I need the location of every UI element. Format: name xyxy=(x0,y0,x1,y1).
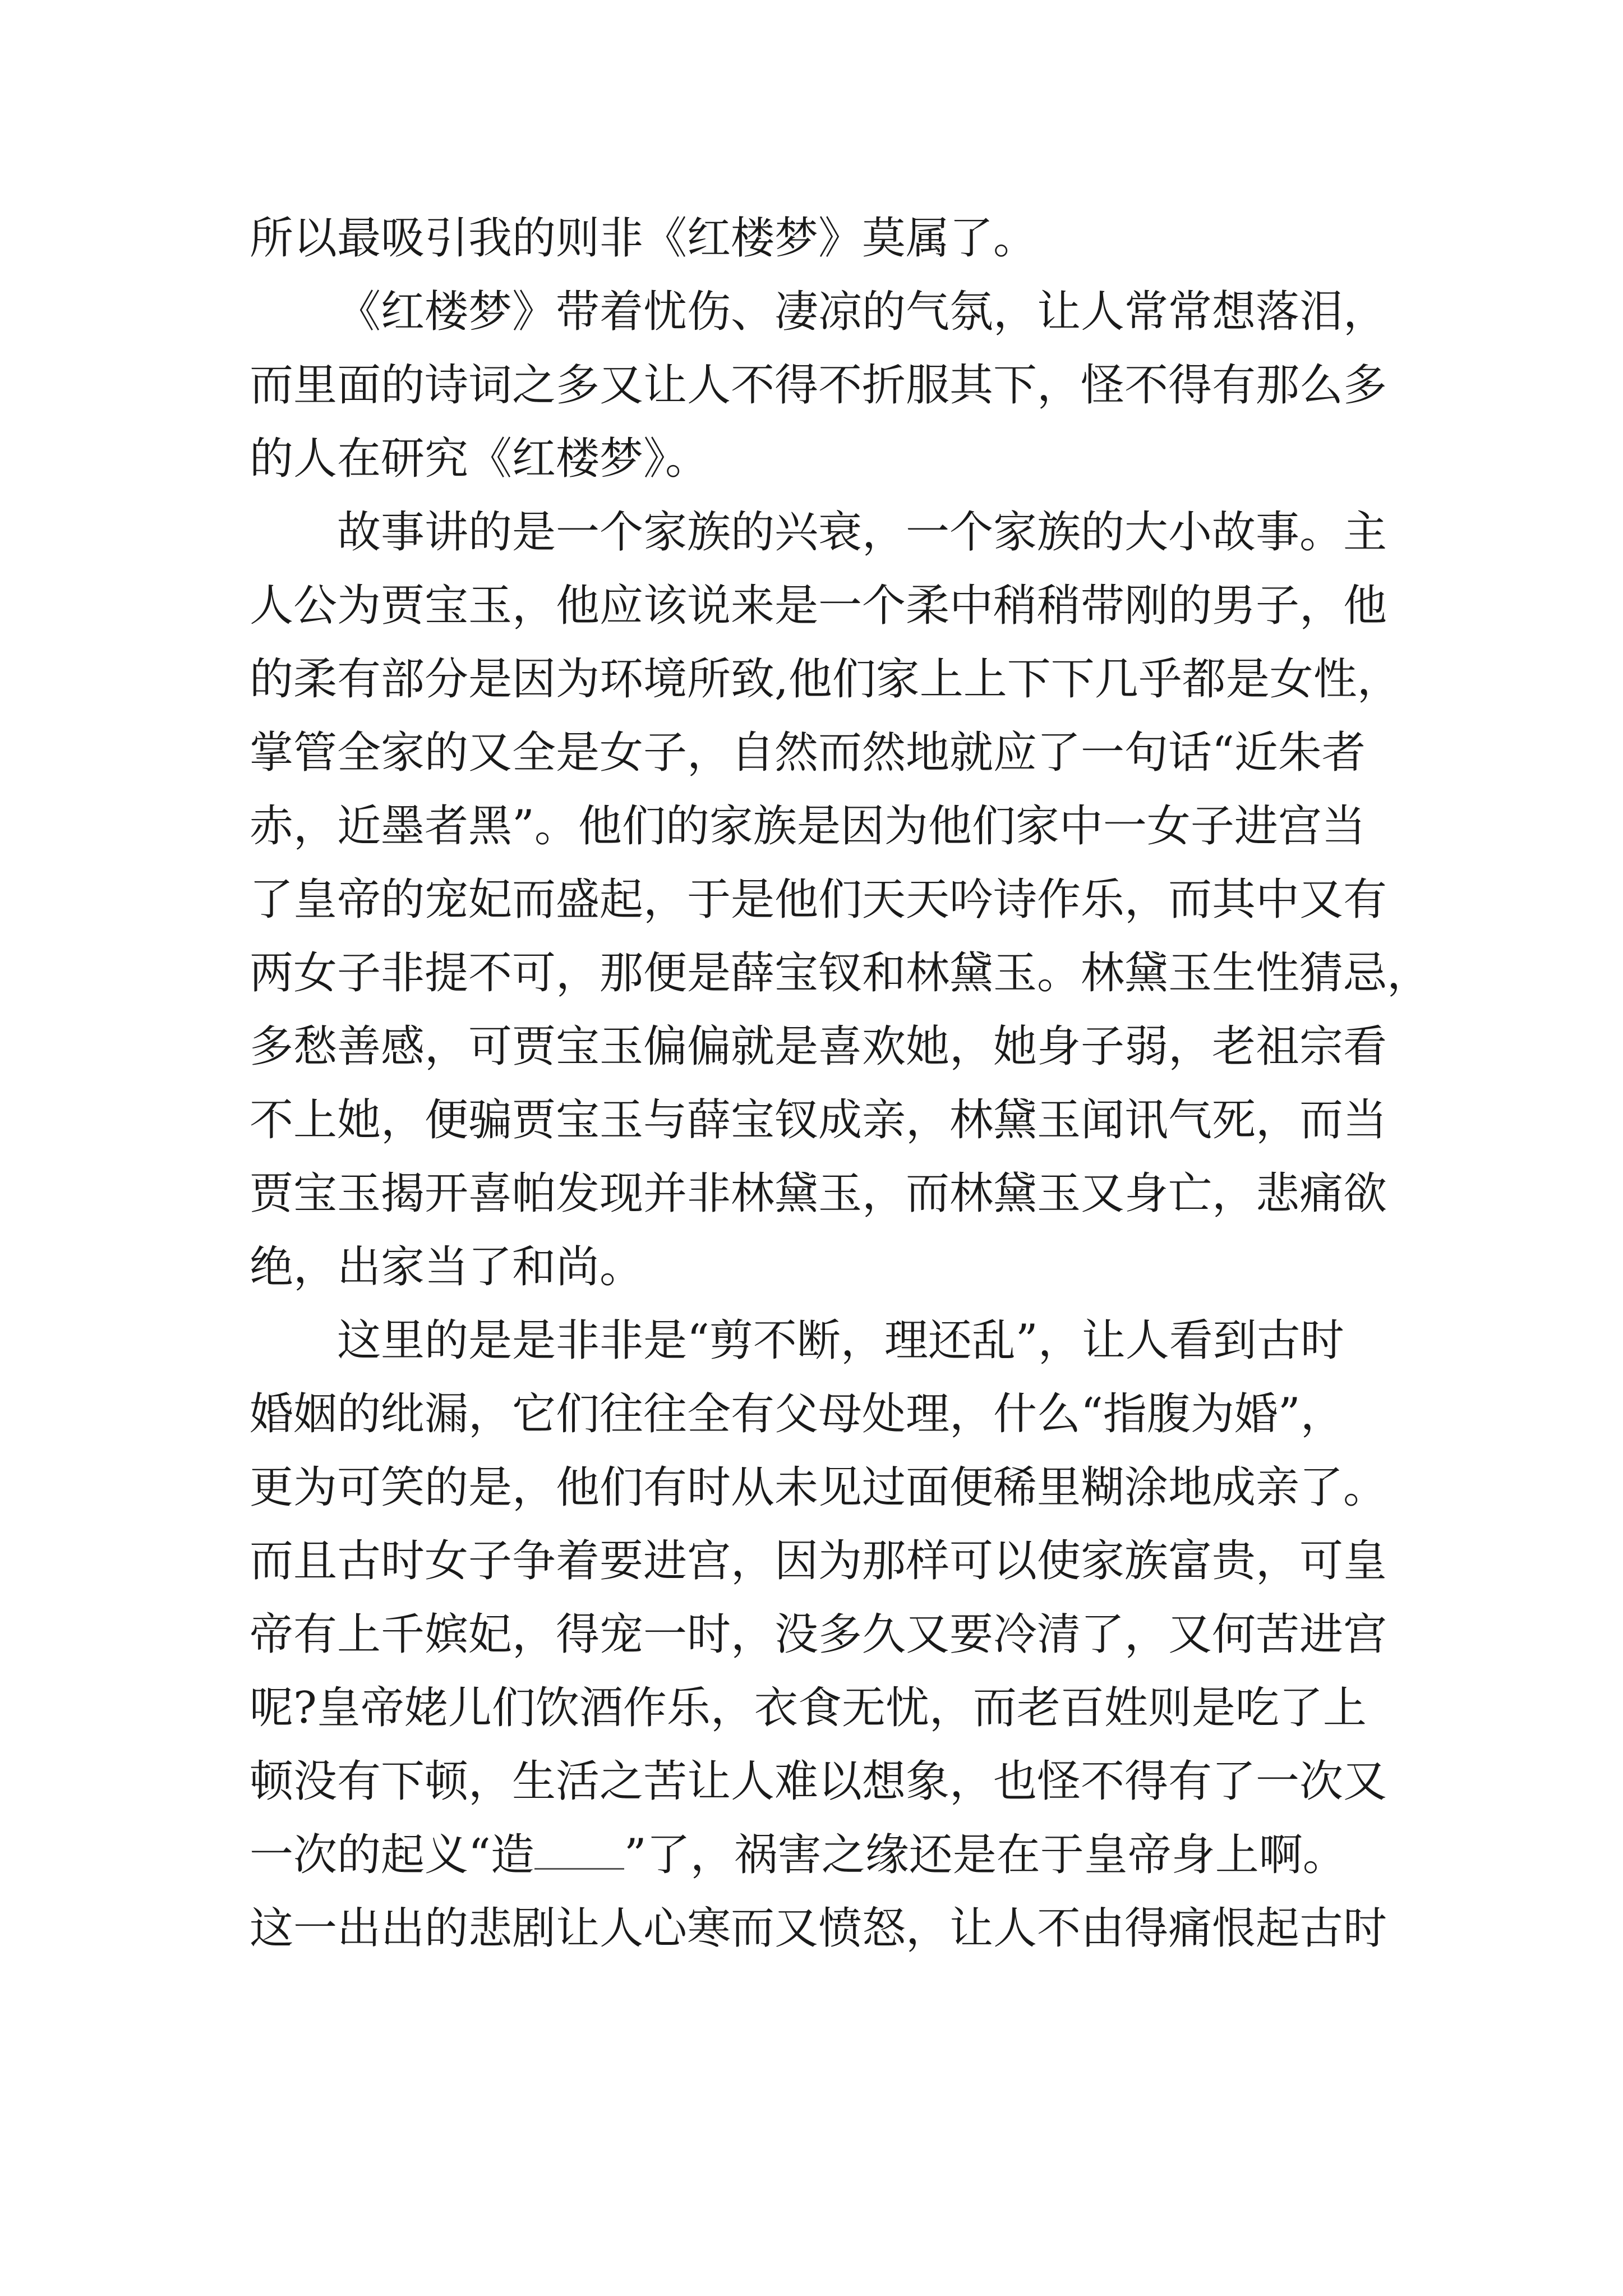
text-line: 两女子非提不可，那便是薛宝钗和林黛玉。林黛玉生性猜忌， xyxy=(250,948,1431,999)
text-line: 掌管全家的又全是女子，自然而然地就应了一句话“近朱者 xyxy=(250,728,1366,778)
text-line: 绝，出家当了和尚。 xyxy=(250,1242,644,1292)
text-line: 这一出出的悲剧让人心寒而又愤怒，让人不由得痛恨起古时 xyxy=(250,1903,1387,1954)
text-line: 呢?皇帝姥儿们饮酒作乐，衣食无忧，而老百姓则是吃了上 xyxy=(250,1683,1367,1733)
text-line: 了皇帝的宠妃而盛起，于是他们天天吟诗作乐，而其中又有 xyxy=(250,875,1387,925)
text-line: 多愁善感，可贾宝玉偏偏就是喜欢她，她身子弱，老祖宗看 xyxy=(250,1022,1387,1072)
text-line: 的柔有部分是因为环境所致,他们家上上下下几乎都是女性， xyxy=(250,654,1401,705)
text-after-blank: ”了，祸害之缘还是在于皇帝身上啊。 xyxy=(624,1830,1347,1880)
text-line: 人公为贾宝玉，他应该说来是一个柔中稍稍带刚的男子，他 xyxy=(250,581,1387,631)
text-line: 顿没有下顿，生活之苦让人难以想象，也怪不得有了一次又 xyxy=(250,1756,1387,1807)
paragraph-3 xyxy=(250,496,1431,1304)
text-line: 的人在研究《红楼梦》。 xyxy=(250,434,709,484)
text-line: 《红楼梦》带着忧伤、凄凉的气氛，让人常常想落泪， xyxy=(337,287,1387,337)
text-line: 赤，近墨者黑”。他们的家族是因为他们家中一女子进宫当 xyxy=(250,801,1366,852)
paragraph-4 xyxy=(250,1304,1388,1966)
text-line: 不上她，便骗贾宝玉与薛宝钗成亲，林黛玉闻讯气死，而当 xyxy=(250,1095,1387,1145)
text-line: 故事讲的是一个家族的兴衰，一个家族的大小故事。主 xyxy=(337,507,1387,558)
text-line: 婚姻的纰漏，它们往往全有父母处理，什么“指腹为婚”， xyxy=(250,1389,1344,1439)
text-line: 这里的是是非非是“剪不断，理还乱”，让人看到古时 xyxy=(337,1315,1344,1366)
paragraph-2 xyxy=(250,275,1388,496)
fill-in-blank xyxy=(534,1829,624,1870)
document-body xyxy=(250,202,1431,1966)
paragraph-1 xyxy=(250,202,1388,275)
text-line: 贾宝玉揭开喜帕发现并非林黛玉，而林黛玉又身亡，悲痛欲 xyxy=(250,1168,1387,1219)
text-line: 所以最吸引我的则非《红楼梦》莫属了。 xyxy=(250,213,1038,264)
text-line-with-blank xyxy=(250,1819,1388,1892)
text-before-blank: 一次的起义“造 xyxy=(250,1830,534,1880)
text-line: 而且古时女子争着要进宫，因为那样可以使家族富贵，可皇 xyxy=(250,1536,1387,1586)
text-line: 帝有上千嫔妃，得宠一时，没多久又要冷清了，又何苦进宫 xyxy=(250,1609,1387,1660)
text-line: 更为可笑的是，他们有时从未见过面便稀里糊涂地成亲了。 xyxy=(250,1462,1387,1513)
text-line: 而里面的诗词之多又让人不得不折服其下，怪不得有那么多 xyxy=(250,360,1387,411)
